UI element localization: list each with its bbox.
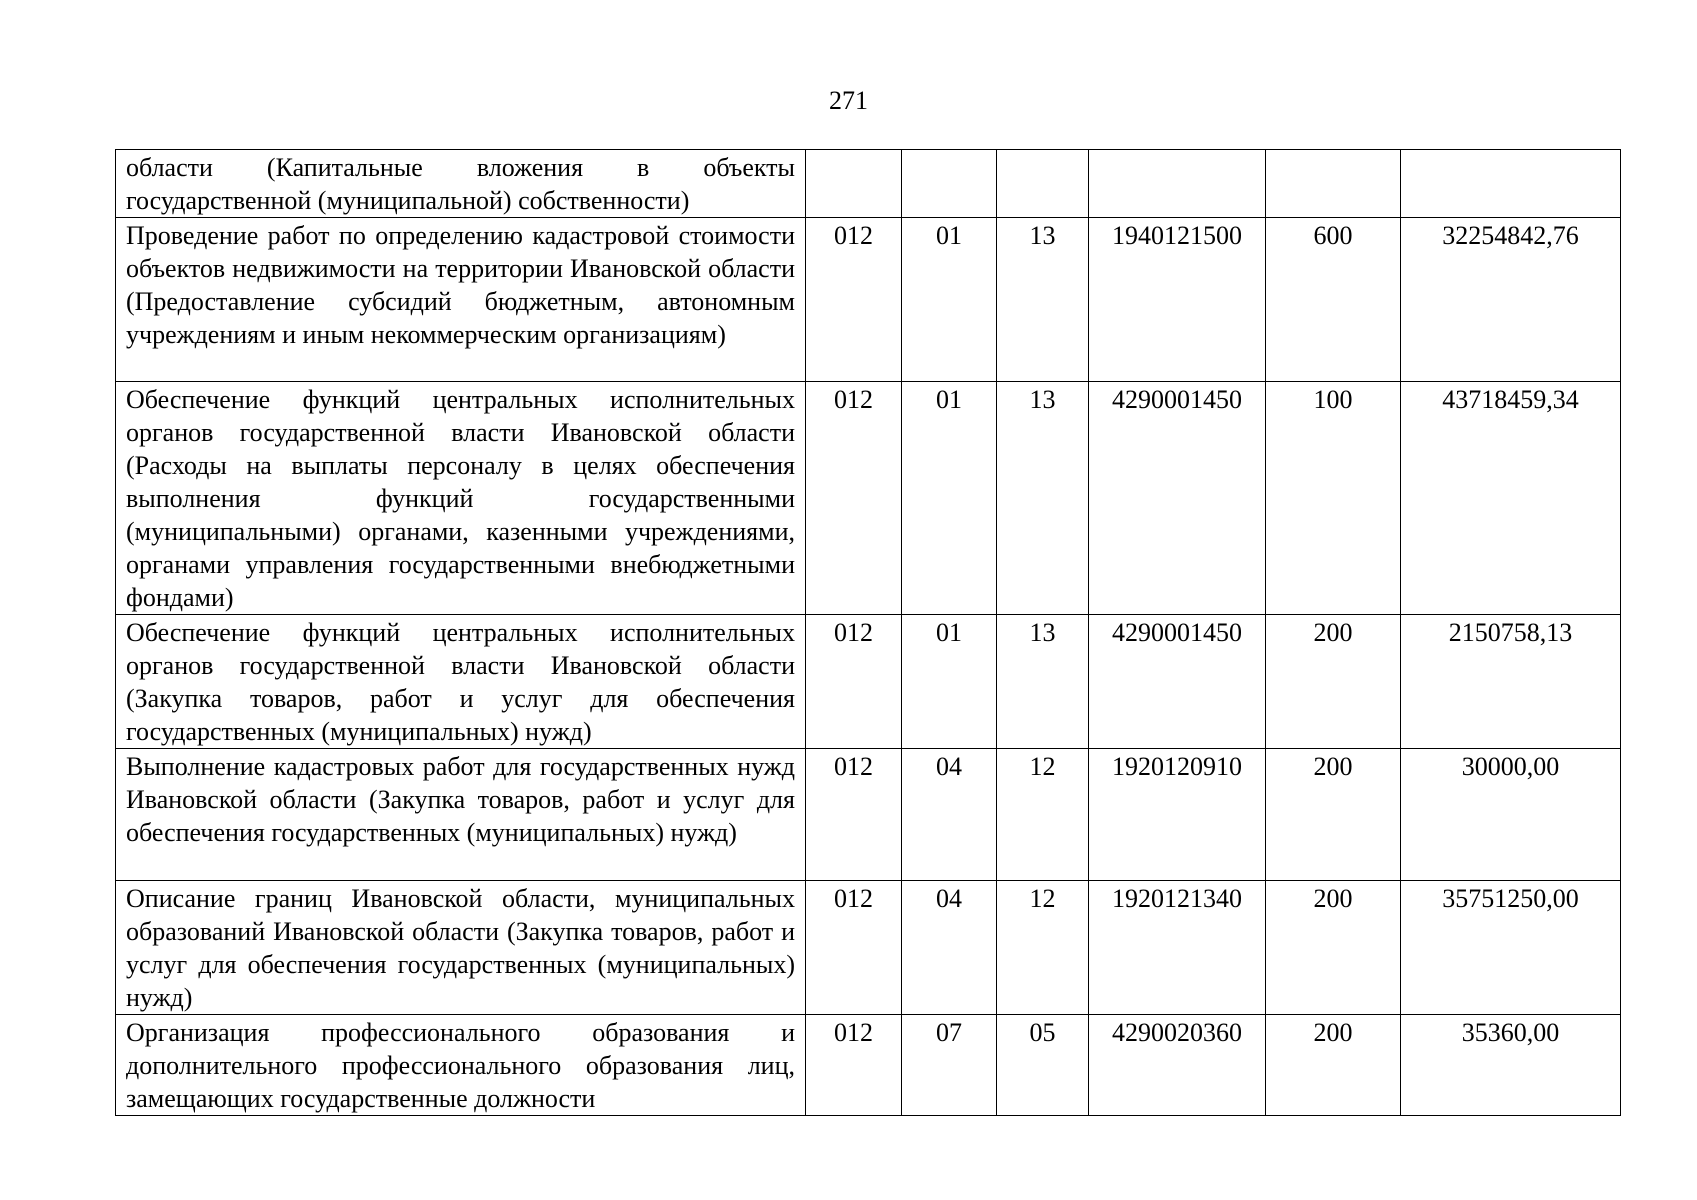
- ministry-code-cell: 012: [806, 1015, 902, 1116]
- amount-cell: 35751250,00: [1401, 881, 1621, 1015]
- target-article-cell: 1940121500: [1089, 218, 1266, 382]
- amount-cell: 30000,00: [1401, 749, 1621, 881]
- target-article-cell: 4290020360: [1089, 1015, 1266, 1116]
- section-code-cell: 07: [902, 1015, 997, 1116]
- target-article-cell: [1089, 150, 1266, 218]
- expense-type-cell: 200: [1266, 615, 1401, 749]
- amount-cell: 35360,00: [1401, 1015, 1621, 1116]
- page-number: 271: [829, 86, 868, 115]
- ministry-code-cell: 012: [806, 382, 902, 615]
- ministry-code-cell: 012: [806, 749, 902, 881]
- table-row: [116, 881, 1621, 1015]
- subsection-code-cell: 12: [997, 749, 1089, 881]
- target-article-cell: 4290001450: [1089, 615, 1266, 749]
- expense-type-cell: 100: [1266, 382, 1401, 615]
- section-code-cell: 04: [902, 881, 997, 1015]
- target-article-cell: 1920121340: [1089, 881, 1266, 1015]
- subsection-code-cell: 13: [997, 218, 1089, 382]
- description-cell: Выполнение кадастровых работ для государственных нужд Ивановской области (Закупка товаров, работ и услуг для обеспечения государственных (муниципальных) нужд): [116, 749, 806, 881]
- expense-type-cell: 600: [1266, 218, 1401, 382]
- subsection-code-cell: 12: [997, 881, 1089, 1015]
- ministry-code-cell: 012: [806, 615, 902, 749]
- table-row: [116, 150, 1621, 218]
- section-code-cell: 01: [902, 615, 997, 749]
- amount-cell: 32254842,76: [1401, 218, 1621, 382]
- subsection-code-cell: 05: [997, 1015, 1089, 1116]
- amount-cell: 2150758,13: [1401, 615, 1621, 749]
- table-row: [116, 615, 1621, 749]
- amount-cell: [1401, 150, 1621, 218]
- section-code-cell: [902, 150, 997, 218]
- subsection-code-cell: [997, 150, 1089, 218]
- expense-type-cell: [1266, 150, 1401, 218]
- description-cell: Проведение работ по определению кадастровой стоимости объектов недвижимости на территории Ивановской области (Предоставление субсидий бюджетным, автономным учреждениям и иным некоммерческим организациям): [116, 218, 806, 382]
- target-article-cell: 1920120910: [1089, 749, 1266, 881]
- expense-type-cell: 200: [1266, 749, 1401, 881]
- section-code-cell: 01: [902, 382, 997, 615]
- expense-type-cell: 200: [1266, 1015, 1401, 1116]
- amount-cell: 43718459,34: [1401, 382, 1621, 615]
- table-row: [116, 382, 1621, 615]
- description-cell: Обеспечение функций центральных исполнительных органов государственной власти Ивановской области (Расходы на выплаты персоналу в целях обеспечения выполнения функций государственными (муниципальными) органами, казенными учреждениями, органами управления государственными внебюджетными фондами): [116, 382, 806, 615]
- ministry-code-cell: [806, 150, 902, 218]
- expense-type-cell: 200: [1266, 881, 1401, 1015]
- subsection-code-cell: 13: [997, 382, 1089, 615]
- section-code-cell: 01: [902, 218, 997, 382]
- description-cell: Описание границ Ивановской области, муниципальных образований Ивановской области (Закупка товаров, работ и услуг для обеспечения государственных (муниципальных) нужд): [116, 881, 806, 1015]
- table-row: [116, 218, 1621, 382]
- table-row: [116, 749, 1621, 881]
- subsection-code-cell: 13: [997, 615, 1089, 749]
- description-cell: Обеспечение функций центральных исполнительных органов государственной власти Ивановской области (Закупка товаров, работ и услуг для обеспечения государственных (муниципальных) нужд): [116, 615, 806, 749]
- table-row: [116, 1015, 1621, 1116]
- ministry-code-cell: 012: [806, 218, 902, 382]
- section-code-cell: 04: [902, 749, 997, 881]
- description-cell: Организация профессионального образования и дополнительного профессионального образования лиц, замещающих государственные должности: [116, 1015, 806, 1116]
- budget-table: [115, 149, 1621, 1116]
- ministry-code-cell: 012: [806, 881, 902, 1015]
- target-article-cell: 4290001450: [1089, 382, 1266, 615]
- description-cell: области (Капитальные вложения в объекты государственной (муниципальной) собственности): [116, 150, 806, 218]
